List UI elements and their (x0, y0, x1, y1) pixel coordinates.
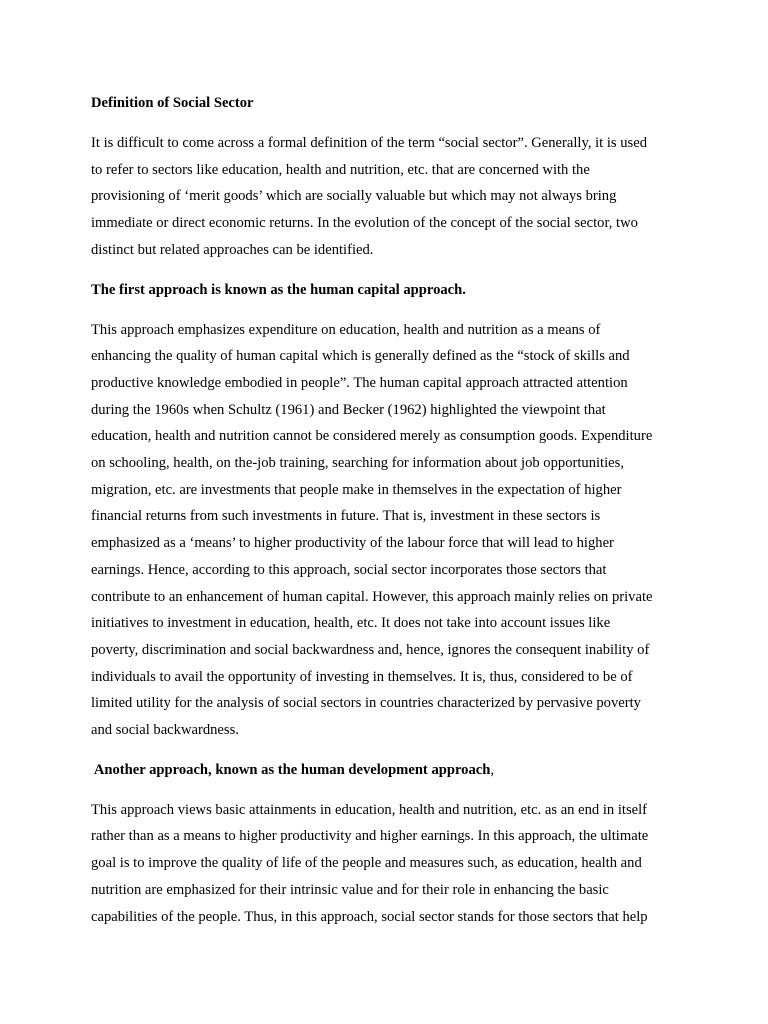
text-line: capabilities of the people. Thus, in this approach, social sector stands for those sectors that help (91, 908, 648, 925)
text-line: contribute to an enhancement of human capital. However, this approach mainly relies on private (91, 588, 653, 605)
text-line: earnings. Hence, according to this approach, social sector incorporates those sectors that (91, 561, 607, 578)
text-line: productive knowledge embodied in people”. The human capital approach attracted attention (91, 374, 628, 391)
text-line: immediate or direct economic returns. In the evolution of the concept of the social sector, two (91, 215, 638, 232)
text-line: distinct but related approaches can be identified. (91, 241, 374, 258)
text-line: This approach views basic attainments in education, health and nutrition, etc. as an end in itself (91, 801, 648, 818)
text-line: This approach emphasizes expenditure on education, health and nutrition as a means of (91, 321, 601, 338)
section-heading-text: Another approach, known as the human development approach (91, 761, 491, 778)
text-line: nutrition are emphasized for their intrinsic value and for their role in enhancing the basic (91, 881, 609, 898)
text-line: financial returns from such investments in future. That is, investment in these sectors is (91, 508, 601, 525)
paragraph-human-development (91, 797, 674, 931)
text-line: goal is to improve the quality of life of the people and measures such, as education, health and (91, 855, 642, 872)
text-line: enhancing the quality of human capital which is generally defined as the “stock of skills and (91, 348, 630, 365)
text-line: during the 1960s when Schultz (1961) and Becker (1962) highlighted the viewpoint that (91, 401, 606, 418)
paragraph-human-capital (91, 317, 674, 744)
text-line: on schooling, health, on the-job training, searching for information about job opportunities, (91, 455, 624, 472)
document-body (91, 91, 674, 930)
text-line: emphasized as a ‘means’ to higher productivity of the labour force that will lead to higher (91, 535, 614, 552)
section-heading-human-development (91, 758, 674, 782)
paragraph-intro (91, 130, 674, 264)
text-line: provisioning of ‘merit goods’ which are socially valuable but which may not always bring (91, 188, 617, 205)
section-title-text: Definition of Social Sector (91, 95, 254, 111)
text-line: initiatives to investment in education, health, etc. It does not take into account issues like (91, 615, 611, 632)
section-heading-text: The first approach is known as the human capital approach. (91, 281, 466, 298)
text-line: education, health and nutrition cannot be considered merely as consumption goods. Expenditure (91, 428, 653, 445)
section-heading-punctuation: , (490, 761, 495, 778)
text-line: limited utility for the analysis of social sectors in countries characterized by pervasive poverty (91, 695, 641, 712)
text-line: individuals to avail the opportunity of investing in themselves. It is, thus, considered to be of (91, 668, 633, 685)
text-line: to refer to sectors like education, health and nutrition, etc. that are concerned with the (91, 161, 590, 178)
text-line: It is difficult to come across a formal definition of the term “social sector”. Generally, it is used (91, 135, 648, 151)
text-line: and social backwardness. (91, 722, 239, 739)
text-line: poverty, discrimination and social backwardness and, hence, ignores the consequent inability of (91, 641, 650, 658)
text-line: migration, etc. are investments that people make in themselves in the expectation of higher (91, 481, 622, 498)
section-title (91, 91, 674, 115)
text-line: rather than as a means to higher productivity and higher earnings. In this approach, the ultimate (91, 828, 649, 845)
section-heading-human-capital (91, 278, 674, 302)
